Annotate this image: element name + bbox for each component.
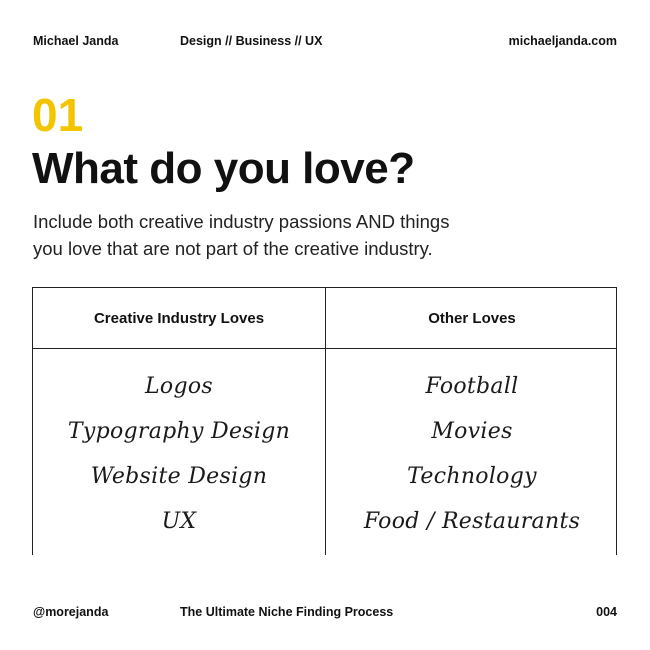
page-number: 004 (596, 605, 617, 619)
loves-table (32, 287, 617, 555)
topics-label: Design // Business // UX (180, 34, 323, 48)
list-item: Website Design (90, 464, 268, 489)
other-loves-list (326, 364, 618, 544)
creative-loves-list (33, 364, 325, 544)
list-item: Logos (145, 374, 213, 399)
step-description (33, 208, 503, 262)
social-handle[interactable]: @morejanda (33, 605, 109, 619)
list-item: UX (161, 509, 197, 534)
page-header (33, 34, 617, 50)
list-item: Movies (431, 419, 513, 444)
website-link[interactable]: michaeljanda.com (508, 34, 617, 48)
list-item: Typography Design (67, 419, 291, 444)
list-item: Football (425, 374, 519, 399)
list-item: Technology (407, 464, 537, 489)
list-item: Food / Restaurants (363, 509, 581, 534)
description-line: you love that are not part of the creative industry. (33, 238, 433, 259)
step-number: 01 (32, 89, 84, 141)
column-header-creative: Creative Industry Loves (93, 309, 265, 327)
author-name: Michael Janda (33, 34, 119, 48)
page-title: What do you love? (32, 144, 415, 193)
column-header-other: Other Loves (428, 309, 516, 327)
series-title: The Ultimate Niche Finding Process (180, 605, 394, 619)
page-footer (33, 605, 617, 621)
description-line: Include both creative industry passions AND things (33, 211, 450, 232)
